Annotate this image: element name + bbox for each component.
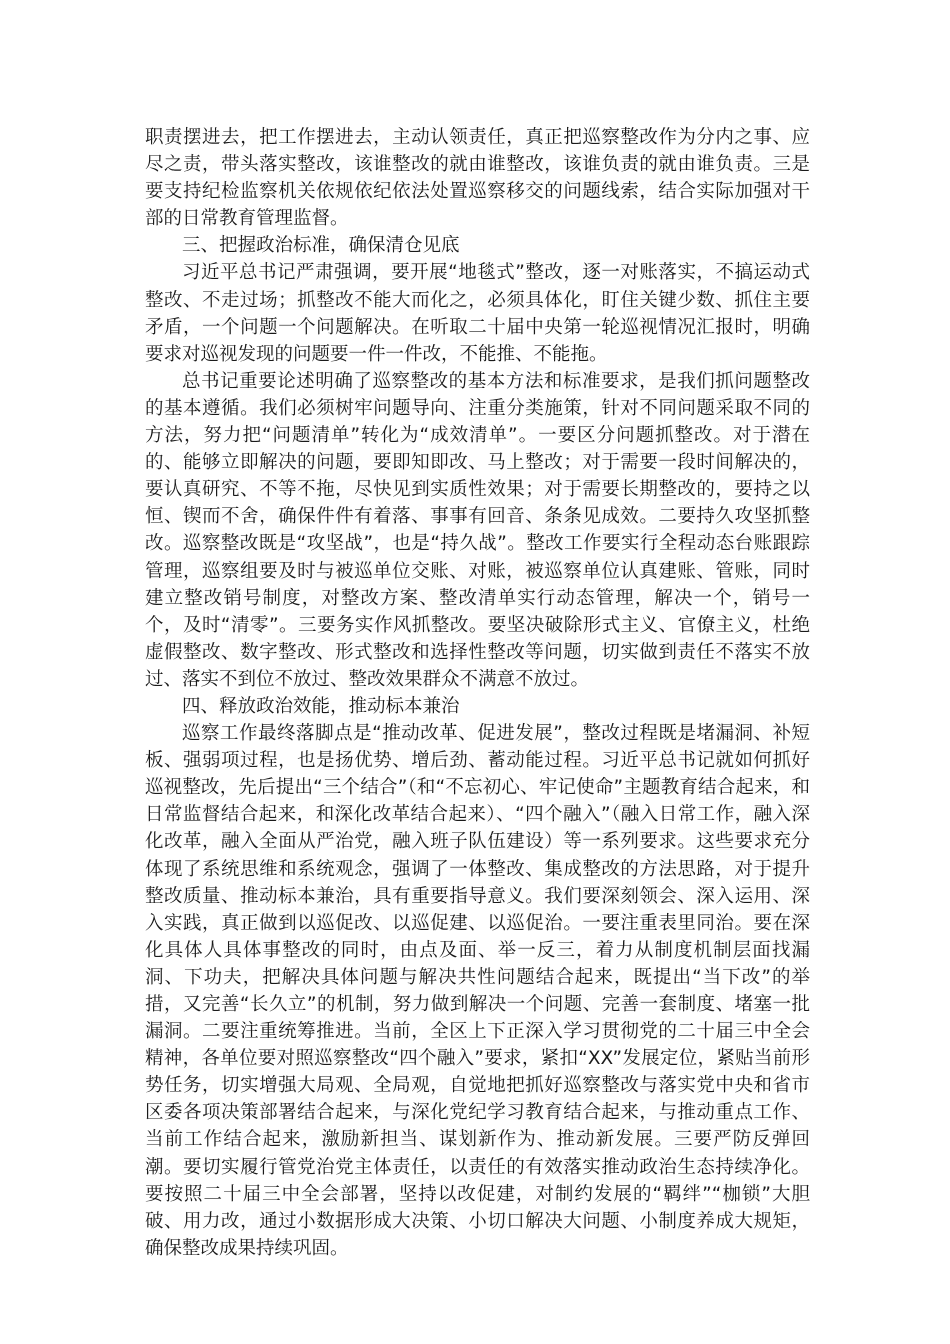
section-heading-three: 三、把握政治标准，确保清仓见底	[182, 235, 460, 257]
document-page	[145, 124, 810, 1262]
body-paragraph: 总书记重要论述明确了巡察整改的基本方法和标准要求，是我们抓问题整改的基本遵循。我们必须树牢问题导向、注重分类施策，针对不同问题采取不同的方法，努力把“问题清单”转化为“成效清单”。一要区分问题抓整改。对于潜在的、能够立即解决的问题，要即知即改、马上整改；对于需要一段时间解决的，要认真研究、不等不拖，尽快见到实质性效果；对于需要长期整改的，要持之以恒、锲而不舍，确保件件有着落、事事有回音、条条见成效。二要持久攻坚抓整改。巡察整改既是“攻坚战”，也是“持久战”。整改工作要实行全程动态台账跟踪管理，巡察组要及时与被巡单位交账、对账，被巡察单位认真建账、管账，同时建立整改销号制度，对整改方案、整改清单实行动态管理，解决一个，销号一个，及时“清零”。三要务实作风抓整改。要坚决破除形式主义、官僚主义，杜绝虚假整改、数字整改、形式整改和选择性整改等问题，切实做到责任不落实不放过、落实不到位不放过、整改效果群众不满意不放过。	[145, 370, 810, 690]
body-paragraph-continued: 职责摆进去，把工作摆进去，主动认领责任，真正把巡察整改作为分内之事、应尽之责，带头落实整改，该谁整改的就由谁整改，该谁负责的就由谁负责。三是要支持纪检监察机关依规依纪依法处置巡察移交的问题线索，结合实际加强对干部的日常教育管理监督。	[145, 127, 810, 230]
body-paragraph: 习近平总书记严肃强调，要开展“地毯式”整改，逐一对账落实，不搞运动式整改、不走过场；抓整改不能大而化之，必须具体化，盯住关键少数、抓住主要矛盾，一个问题一个问题解决。在听取二十届中央第一轮巡视情况汇报时，明确要求对巡视发现的问题要一件一件改，不能推、不能拖。	[145, 262, 810, 365]
section-heading-four: 四、释放政治效能，推动标本兼治	[182, 695, 460, 717]
body-paragraph: 巡察工作最终落脚点是“推动改革、促进发展”，整改过程既是堵漏洞、补短板、强弱项过程，也是扬优势、增后劲、蓄动能过程。习近平总书记就如何抓好巡视整改，先后提出“三个结合”（和“不忘初心、牢记使命”主题教育结合起来，和日常监督结合起来，和深化改革结合起来）、“四个融入”（融入日常工作，融入深化改革，融入全面从严治党，融入班子队伍建设）等一系列要求。这些要求充分体现了系统思维和系统观念，强调了一体整改、集成整改的方法思路，对于提升整改质量、推动标本兼治，具有重要指导意义。我们要深刻领会、深入运用、深入实践，真正做到以巡促改、以巡促建、以巡促治。一要注重表里同治。要在深化具体人具体事整改的同时，由点及面、举一反三，着力从制度机制层面找漏洞、下功夫，把解决具体问题与解决共性问题结合起来，既提出“当下改”的举措，又完善“长久立”的机制，努力做到解决一个问题、完善一套制度、堵塞一批漏洞。二要注重统筹推进。当前，全区上下正深入学习贯彻党的二十届三中全会精神，各单位要对照巡察整改“四个融入”要求，紧扣“XX”发展定位，紧贴当前形势任务，切实增强大局观、全局观，自觉地把抓好巡察整改与落实党中央和省市区委各项决策部署结合起来，与深化党纪学习教育结合起来，与推动重点工作、当前工作结合起来，激励新担当、谋划新作为、推动新发展。三要严防反弹回潮。要切实履行管党治党主体责任，以责任的有效落实推动政治生态持续净化。要按照二十届三中全会部署，坚持以改促建，对制约发展的“羁绊”“枷锁”大胆破、用力改，通过小数据形成大决策、小切口解决大问题、小制度养成大规矩，确保整改成果持续巩固。	[145, 723, 810, 1259]
